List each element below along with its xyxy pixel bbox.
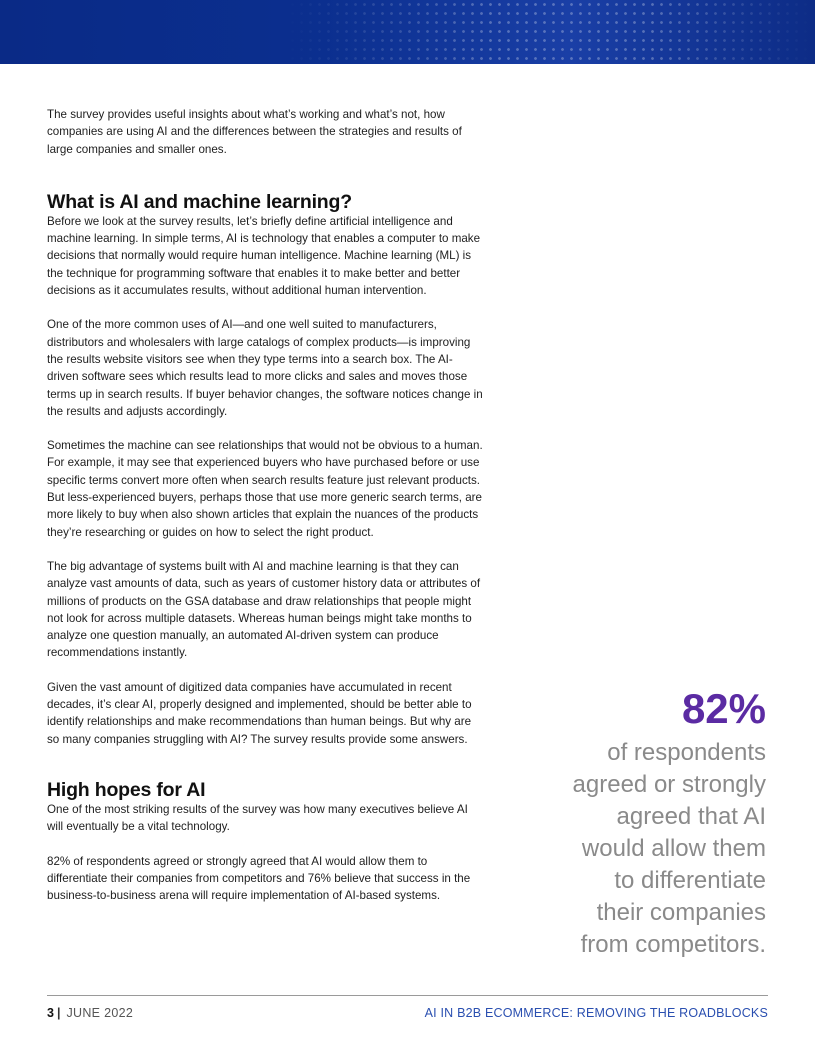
paragraph: One of the most striking results of the survey was how many executives believe AI will eventually be a vital technology. <box>47 802 468 834</box>
callout-stat-text <box>536 737 766 961</box>
callout-line: from competitors. <box>580 931 766 958</box>
footer-date: JUNE 2022 <box>66 1006 134 1020</box>
stat-callout <box>536 686 766 961</box>
footer-separator: | <box>56 1006 61 1020</box>
footer-page-info <box>47 1006 133 1020</box>
section-heading-ai-ml: What is AI and machine learning? <box>47 190 352 213</box>
header-banner <box>0 0 815 64</box>
callout-line: agreed or strongly <box>572 771 766 798</box>
paragraph: Given the vast amount of digitized data companies have accumulated in recent decades, it’s clear AI, properly designed and implemented, should be better able to identify relationships and make recommendations than human beings. But why are so many companies struggling with AI? The survey results provide some answers. <box>47 680 472 746</box>
paragraph: Sometimes the machine can see relationships that would not be obvious to a human. For example, it may see that experienced buyers who have purchased before or use specific terms convert more often when search results feature just relevant products. But less-experienced buyers, perhaps those that use more generic search terms, are more likely to buy when also shown articles that explain the nuances of the products they’re researching or guides on how to select the right product. <box>47 439 483 539</box>
main-column <box>47 106 483 904</box>
paragraph: Before we look at the survey results, let’s briefly define artificial intelligence and machine learning. In simple terms, AI is technology that enables a computer to make decisions that normally would require human intelligence. Machine learning (ML) is the technique for programming software that enables it to make better and better decisions as it accumulates results, without additional human intervention. <box>47 214 481 298</box>
footer-divider <box>47 995 768 996</box>
callout-line: their companies <box>596 899 766 926</box>
paragraph: 82% of respondents agreed or strongly agreed that AI would allow them to differentiate their companies from competitors and 76% believe that success in the business-to-business arena will require implementation of AI-based systems. <box>47 854 471 903</box>
callout-line: to differentiate <box>614 867 766 894</box>
callout-line: of respondents <box>607 739 766 766</box>
footer-doc-title <box>425 1006 768 1020</box>
paragraph: One of the more common uses of AI—and one well suited to manufacturers, distributors and wholesalers with large catalogs of complex products—is improving the results website visitors see when they type terms into a search box. The AI-driven software sees which results lead to more clicks and sales and moves those terms up in search results. If buyer behavior changes, the software notices change in the results and adjusts accordingly. <box>47 318 483 418</box>
section-heading-high-hopes: High hopes for AI <box>47 778 206 801</box>
page-number: 3 <box>47 1006 54 1020</box>
callout-line: would allow them <box>581 835 766 862</box>
footer-title-sub: REMOVING THE ROADBLOCKS <box>573 1006 768 1020</box>
intro-paragraph: The survey provides useful insights about what’s working and what’s not, how companies are using AI and the differences between the strategies and results of large companies and smaller ones. <box>47 108 462 156</box>
paragraph: The big advantage of systems built with AI and machine learning is that they can analyze vast amounts of data, such as years of customer history data or attributes of millions of products on the GSA database and draw relationships that people might not look for across multiple datasets. Whereas human beings might take months to analyze one question manually, an automated AI-driven system can produce recommendations instantly. <box>47 559 481 660</box>
footer-title-main: AI IN B2B ECOMMERCE: <box>424 1006 574 1020</box>
callout-stat-number: 82% <box>681 685 766 732</box>
callout-line: agreed that AI <box>616 803 766 830</box>
